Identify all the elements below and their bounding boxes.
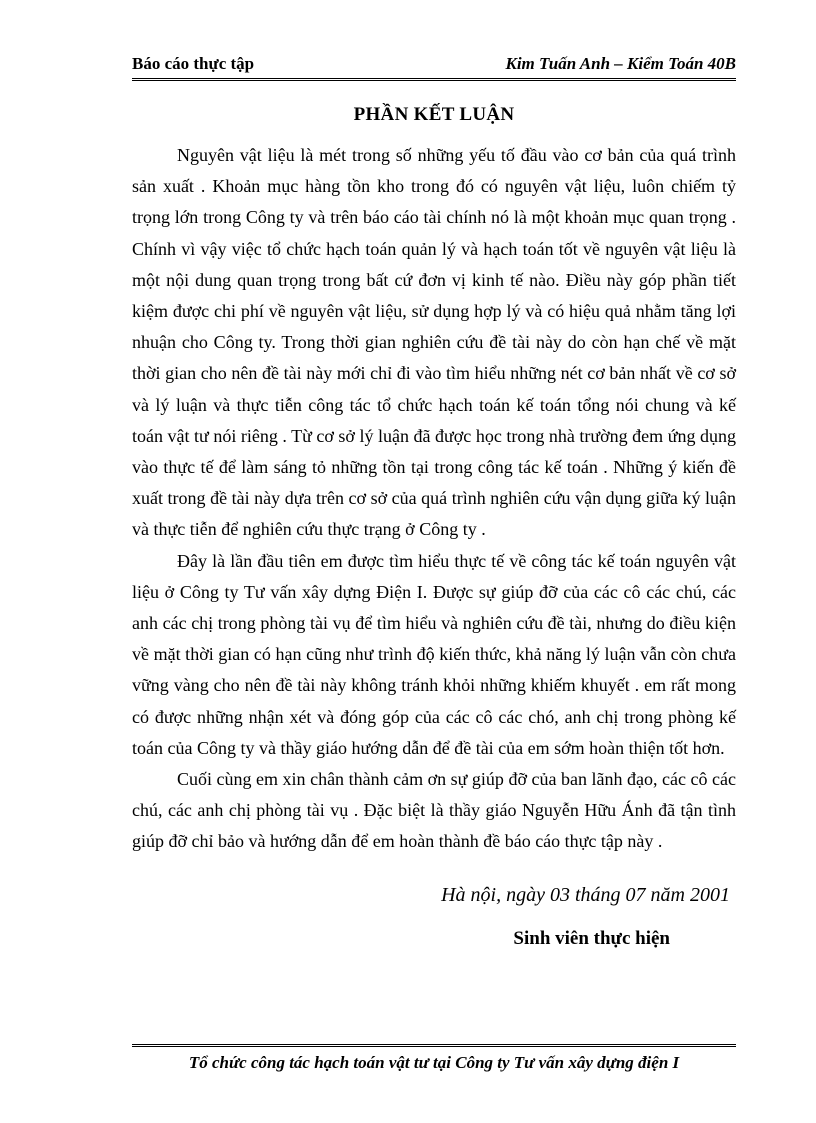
page-footer: Tổ chức công tác hạch toán vật tư tại Công ty Tư vấn xây dựng điện I xyxy=(132,1044,736,1073)
paragraph-3: Cuối cùng em xin chân thành cảm ơn sự giúp đỡ của ban lãnh đạo, các cô các chú, các anh chị phòng tài vụ . Đặc biệt là thầy giáo Nguyễn Hữu Ánh đã tận tình giúp đỡ chỉ bảo và hướng dẫn để em hoàn thành đề báo cáo thực tập này . xyxy=(132,769,736,852)
header-report-type: Báo cáo thực tập xyxy=(132,54,255,73)
conclusion-body xyxy=(132,140,736,858)
signature-date: Hà nội, ngày 03 tháng 07 năm 2001 xyxy=(441,884,730,906)
header-author: Kim Tuấn Anh – Kiểm Toán 40B xyxy=(505,54,736,73)
page-header xyxy=(132,52,736,81)
signature-block xyxy=(132,884,736,974)
paragraph-1: Nguyên vật liệu là mét trong số những yếu tố đầu vào cơ bản của quá trình sản xuất . Khoản mục hàng tồn kho trong đó có nguyên vật liệu, luôn chiếm tỷ trọng lớn trong Công ty và trên báo cáo tài chính nó là một khoản mục quan trọng . Chính vì vậy việc tổ chức hạch toán quản lý và hạch toán tốt về nguyên vật liệu là một nội dung quan trọng trong bất cứ đơn vị kinh tế nào. Điều này góp phần tiết kiệm được chi phí về nguyên vật liệu, sử dụng hợp lý và có hiệu quả nhằm tăng lợi nhuận cho Công ty. Trong thời gian nghiên cứu đề tài này do còn hạn chế về mặt thời gian cho nên đề tài này mới chỉ đi vào tìm hiểu những nét cơ bản nhất về cơ sở và lý luận và thực tiễn công tác tổ chức hạch toán kế toán tổng nói chung và kế toán vật tư nói riêng . Từ cơ sở lý luận đã được học trong nhà trường đem ứng dụng vào thực tế để làm sáng tỏ những tồn tại trong công tác kế toán . Những ý kiến đề xuất trong đề tài này dựa trên cơ sở của quá trình nghiên cứu vận dụng giữa ký luận và thực tiễn để nghiên cứu thực trạng ở Công ty . xyxy=(132,145,736,540)
page-title: PHẦN KẾT LUẬN xyxy=(353,104,515,125)
signature-name: Sinh viên thực hiện xyxy=(513,928,670,949)
paragraph-2: Đây là lần đầu tiên em được tìm hiểu thực tế về công tác kế toán nguyên vật liệu ở Công ty Tư vấn xây dựng Điện I. Được sự giúp đỡ của các cô các chú, các anh các chị trong phòng tài vụ để tìm hiểu và nghiên cứu đề tài, nhưng do điều kiện về mặt thời gian có hạn cũng như trình độ kiến thức, khả năng lý luận vẫn còn chưa vững vàng cho nên đề tài này không tránh khỏi những khiếm khuyết . em rất mong có được những nhận xét và đóng góp của các cô các chó, anh chị trong phòng kế toán của Công ty và thầy giáo hướng dẫn để đề tài của em sớm hoàn thiện tốt hơn. xyxy=(132,550,736,758)
